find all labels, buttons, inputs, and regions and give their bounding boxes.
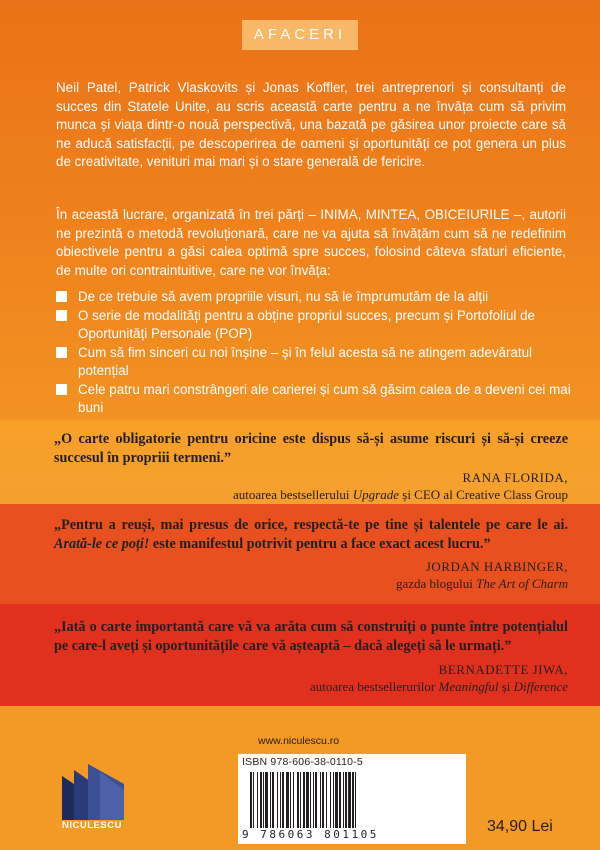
list-item: Cele patru mari constrângeri ale carierei și cum să găsim calea de a deveni cei mai buni [56, 381, 571, 417]
category-badge: AFACERI [242, 20, 358, 50]
quote-text: „Pentru a reuși, mai presus de orice, respectă-te pe tine și talentele pe care le ai. Arată-le ce poți! este manifestul potrivit pentru a face exact acest lucru.” [54, 517, 568, 552]
quote-text: „Iată o carte importantă care vă va arăta cum să construiți o punte între potențialul pe care-l aveți și oportunitățile care vă așteaptă – dacă alegeți să le urmați.” [54, 619, 568, 654]
publisher-name: NICULESCU [62, 820, 122, 831]
quote-attribution: RANA FLORIDA, autoarea bestsellerului Upgrade și CEO al Creative Class Group [68, 469, 568, 503]
barcode-number: 9 786063 801105 [242, 828, 379, 841]
square-bullet-icon [56, 384, 67, 395]
publisher-logo-icon [60, 762, 126, 822]
quote-text: „O carte obligatorie pentru oricine este dispus să-și asume riscuri și să-și creeze succesul în propriii termeni.” [54, 431, 568, 466]
quote-attribution: BERNADETTE JIWA, autoarea bestsellerurilor Meaningful și Difference [68, 661, 568, 695]
list-item: De ce trebuie să avem propriile visuri, nu să le împrumutăm de la alții [56, 288, 571, 306]
square-bullet-icon [56, 347, 67, 358]
back-cover-footer [0, 706, 600, 850]
barcode [238, 754, 466, 844]
author-name: JORDAN HARBINGER, [425, 559, 568, 574]
quote-band-3 [0, 604, 600, 706]
description-section [0, 0, 600, 420]
list-item: Cum să fim sinceri cu noi înșine – și în felul acesta să ne atingem adevăratul potențial [56, 344, 571, 380]
intro-paragraph-1: Neil Patel, Patrick Vlaskovits și Jonas Koffler, trei antreprenori și consultanți de succes din Statele Unite, au scris această carte pentru a ne învăța cum să privim munca și viața dintr-o nouă perspectivă, una bazată pe găsirea unor proiecte care să ne aducă satisfacții, pe descoperirea de oameni și oportunități ce pot genera un plus de creativitate, venituri mai mari și o stare generală de fericire. [56, 80, 566, 170]
benefits-list [56, 288, 571, 418]
quote-band-2 [0, 504, 600, 604]
square-bullet-icon [56, 310, 67, 321]
square-bullet-icon [56, 291, 67, 302]
publisher-website: www.niculescu.ro [258, 735, 340, 747]
author-name: RANA FLORIDA, [462, 470, 568, 485]
list-item: O serie de modalități pentru a obține propriul succes, precum și Portofoliul de Oportunități Personale (POP) [56, 307, 571, 343]
intro-paragraph-2: În această lucrare, organizată în trei părți – INIMA, MINTEA, OBICEIURILE –, autorii ne prezintă o metodă revoluționară, care ne va ajuta să învățăm cum să ne redefinim obiectivele pentru a găsi calea optimă spre succes, folosind câteva sfaturi eficiente, de multe ori contraintuitive, care ne vor învăța: [56, 207, 566, 278]
quote-band-1 [0, 420, 600, 504]
author-name: BERNADETTE JIWA, [438, 662, 568, 677]
isbn: ISBN 978-606-38-0110-5 [242, 756, 363, 768]
barcode-icon [248, 772, 456, 828]
quote-attribution: JORDAN HARBINGER, gazda blogului The Art of Charm [68, 558, 568, 592]
price: 34,90 Lei [487, 818, 553, 835]
